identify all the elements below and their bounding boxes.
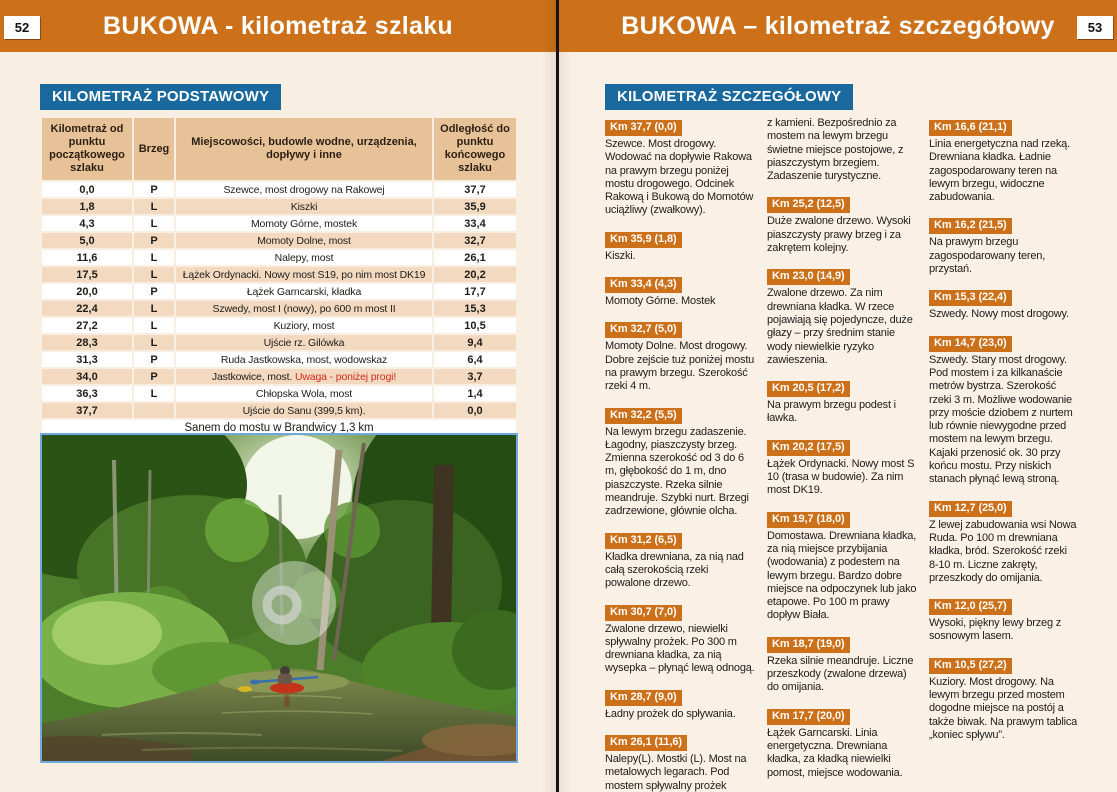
cell-dist: 3,7 xyxy=(434,369,516,384)
km-entry xyxy=(767,706,917,780)
cell-desc: Momoty Dolne, most xyxy=(176,233,432,248)
detail-column xyxy=(929,117,1079,792)
km-label: Km 32,2 (5,5) xyxy=(605,408,682,424)
table-row xyxy=(42,335,516,350)
km-label: Km 30,7 (7,0) xyxy=(605,605,682,621)
cell-km: 36,3 xyxy=(42,386,132,401)
page-right xyxy=(559,0,1117,792)
kilometrage-table xyxy=(40,116,518,437)
km-text: Momoty Dolne. Most drogowy. Dobre zejście tuż poniżej mostu na prawym brzegu. Szerokość rzeki 4 m. xyxy=(605,340,755,393)
km-entry xyxy=(929,498,1079,585)
cell-brzeg: L xyxy=(134,267,174,282)
km-label: Km 16,2 (21,5) xyxy=(929,218,1012,234)
cell-desc: Jastkowice, most. Uwaga - poniżej progi! xyxy=(176,369,432,384)
km-label: Km 14,7 (23,0) xyxy=(929,336,1012,352)
km-text: Szwedy. Nowy most drogowy. xyxy=(929,308,1069,321)
cell-dist: 9,4 xyxy=(434,335,516,350)
river-photo-art xyxy=(42,435,516,761)
km-label: Km 12,0 (25,7) xyxy=(929,599,1012,615)
km-text: Łążek Ordynacki. Nowy most S 10 (trasa w budowie). Za nim most DK19. xyxy=(767,457,915,497)
cell-desc: Nalepy, most xyxy=(176,250,432,265)
km-text: Na lewym brzegu zadaszenie. Łagodny, piaszczysty brzeg. Zmienna szerokość od 3 do 6 m, głębokość do 1 m, dno piaszczyste. Rzeka silnie meandruje. Szybki nurt. Brzegi zadrzewione, głównie olcha. xyxy=(605,425,749,518)
cell-brzeg: P xyxy=(134,182,174,197)
detail-column xyxy=(767,117,917,792)
table-row xyxy=(42,284,516,299)
km-text: Duże zwalone drzewo. Wysoki piaszczysty prawy brzeg i za zakrętem kolejny. xyxy=(767,215,911,255)
km-entry xyxy=(929,333,1079,487)
km-label: Km 37,7 (0,0) xyxy=(605,120,682,136)
km-text: z kamieni. Bezpośrednio za mostem na lewym brzegu świetne miejsce postojowe, z piaszczystym brzegiem. Zadaszenie turystyczne. xyxy=(767,117,904,183)
basic-table-body xyxy=(42,182,516,418)
km-label: Km 23,0 (14,9) xyxy=(767,269,850,285)
km-label: Km 20,2 (17,5) xyxy=(767,440,850,456)
table-row xyxy=(42,386,516,401)
cell-dist: 33,4 xyxy=(434,216,516,231)
km-entry xyxy=(767,437,917,498)
cell-km: 4,3 xyxy=(42,216,132,231)
cell-dist: 32,7 xyxy=(434,233,516,248)
cell-dist: 35,9 xyxy=(434,199,516,214)
cell-desc: Szwedy, most I (nowy), po 600 m most II xyxy=(176,301,432,316)
section-title: KILOMETRAŻ PODSTAWOWY xyxy=(40,84,281,110)
table-row xyxy=(42,233,516,248)
cell-brzeg: L xyxy=(134,250,174,265)
km-text: Domostawa. Drewniana kładka, za nią miejsce przybijania (wodowania) z podestem na lewym brzegu. Bardzo dobre miejsce na odpoczynek lub jako etapowe. Po 100 m prawy dopływ Biała. xyxy=(767,529,917,622)
km-text: Kuziory. Most drogowy. Na lewym brzegu przed mostem dogodne miejsce na postój a także biwak. Na prawym tablica „koniec spływu”. xyxy=(929,675,1078,741)
cell-brzeg: L xyxy=(134,318,174,333)
warning-text: Uwaga - poniżej progi! xyxy=(294,370,397,383)
km-text: Szwedy. Stary most drogowy. Pod mostem i za kilkanaście metrów bystrza. Szerokość rzeki 3 m. Możliwe wodowanie przy moście dziobem z nurtem lub równie niewygodne przed mostem na lewym brzegu. Kajaki przenosić ok. 30 przy końcu mostu. Przy niskich stanach płynąć lewą stroną. xyxy=(929,353,1073,486)
km-label: Km 25,2 (12,5) xyxy=(767,197,850,213)
table-row xyxy=(42,182,516,197)
cell-km: 28,3 xyxy=(42,335,132,350)
cell-desc: Szewce, most drogowy na Rakowej xyxy=(176,182,432,197)
cell-km: 1,8 xyxy=(42,199,132,214)
km-label: Km 19,7 (18,0) xyxy=(767,512,850,528)
cell-km: 27,2 xyxy=(42,318,132,333)
km-text: Wysoki, piękny lewy brzeg z sosnowym lasem. xyxy=(929,617,1062,643)
page-title: BUKOWA – kilometraż szczegółowy xyxy=(621,12,1055,40)
col-header-brzeg: Brzeg xyxy=(134,118,174,180)
km-entry xyxy=(767,378,917,426)
table-row xyxy=(42,369,516,384)
km-label: Km 35,9 (1,8) xyxy=(605,232,682,248)
cell-dist: 1,4 xyxy=(434,386,516,401)
cell-desc: Ruda Jastkowska, most, wodowskaz xyxy=(176,352,432,367)
km-text: Zwalone drzewo. Za nim drewniana kładka. W rzece pojawiają się pojedyncze, duże głazy – przy średnim stanie wody niewielkie ryzyko zawieszenia. xyxy=(767,287,913,366)
cell-km: 22,4 xyxy=(42,301,132,316)
km-text: Kładka drewniana, za nią nad całą szerokością rzeki powalone drzewo. xyxy=(605,550,744,590)
page-spine xyxy=(556,0,559,792)
km-entry xyxy=(605,687,755,721)
km-text: Rzeka silnie meandruje. Liczne przeszkody (zwalone drzewa) do omijania. xyxy=(767,654,914,694)
table-row xyxy=(42,250,516,265)
cell-km: 34,0 xyxy=(42,369,132,384)
cell-km: 20,0 xyxy=(42,284,132,299)
page-left xyxy=(0,0,556,792)
detail-columns xyxy=(605,117,1079,792)
cell-desc: Łążek Garncarski, kładka xyxy=(176,284,432,299)
km-entry xyxy=(605,117,755,218)
cell-dist: 20,2 xyxy=(434,267,516,282)
cell-brzeg: P xyxy=(134,369,174,384)
cell-desc: Ujście do Sanu (399,5 km). xyxy=(176,403,432,418)
cell-dist: 15,3 xyxy=(434,301,516,316)
km-text: Kiszki. xyxy=(605,249,636,262)
km-entry xyxy=(605,274,755,308)
section-title: KILOMETRAŻ SZCZEGÓŁOWY xyxy=(605,84,853,110)
page-title: BUKOWA - kilometraż szlaku xyxy=(103,12,453,40)
km-text: Na prawym brzegu podest i ławka. xyxy=(767,399,896,425)
cell-km: 11,6 xyxy=(42,250,132,265)
cell-dist: 26,1 xyxy=(434,250,516,265)
table-row xyxy=(42,403,516,418)
cell-dist: 0,0 xyxy=(434,403,516,418)
km-label: Km 20,5 (17,2) xyxy=(767,381,850,397)
cell-brzeg: L xyxy=(134,199,174,214)
table-row xyxy=(42,267,516,282)
km-label: Km 17,7 (20,0) xyxy=(767,709,850,725)
km-text: Zwalone drzewo, niewielki spływalny prożek. Po 300 m drewniana kładka, za nią wysepka – płynąć lewą odnogą. xyxy=(605,622,755,675)
km-entry xyxy=(605,405,755,519)
km-label: Km 15,3 (22,4) xyxy=(929,290,1012,306)
km-entry xyxy=(605,319,755,393)
km-text: Na prawym brzegu zagospodarowany teren, przystań. xyxy=(929,236,1046,276)
cell-brzeg: P xyxy=(134,352,174,367)
km-label: Km 16,6 (21,1) xyxy=(929,120,1012,136)
cell-brzeg: L xyxy=(134,216,174,231)
cell-desc: Ujście rz. Gilówka xyxy=(176,335,432,350)
watermark-icon xyxy=(252,561,336,645)
river-photo xyxy=(40,433,518,763)
cell-desc: Kuziory, most xyxy=(176,318,432,333)
km-label: Km 32,7 (5,0) xyxy=(605,322,682,338)
table-footer-note: Sanem do mostu w Brandwicy 1,3 km xyxy=(42,420,516,435)
cell-dist: 6,4 xyxy=(434,352,516,367)
table-header-row xyxy=(42,118,516,180)
cell-brzeg: L xyxy=(134,386,174,401)
cell-brzeg xyxy=(134,403,174,418)
table-row xyxy=(42,318,516,333)
km-label: Km 12,7 (25,0) xyxy=(929,501,1012,517)
cell-dist: 37,7 xyxy=(434,182,516,197)
cell-km: 37,7 xyxy=(42,403,132,418)
km-entry xyxy=(605,530,755,591)
km-label: Km 10,5 (27,2) xyxy=(929,658,1012,674)
km-entry xyxy=(929,215,1079,276)
page-number: 53 xyxy=(1077,16,1113,39)
col-header-dist: Odległość do punktu końcowego szlaku xyxy=(434,118,516,180)
table-row xyxy=(42,352,516,367)
cell-dist: 10,5 xyxy=(434,318,516,333)
cell-desc: Chłopska Wola, most xyxy=(176,386,432,401)
col-header-desc: Miejscowości, budowle wodne, urządzenia, dopływy i inne xyxy=(176,118,432,180)
km-entry xyxy=(767,266,917,367)
km-text: Ładny prożek do spływania. xyxy=(605,707,736,720)
km-entry xyxy=(767,194,917,255)
cell-brzeg: L xyxy=(134,335,174,350)
cell-km: 0,0 xyxy=(42,182,132,197)
detail-column xyxy=(605,117,755,792)
km-entry xyxy=(929,655,1079,742)
page-header-right xyxy=(559,0,1117,52)
table-row xyxy=(42,301,516,316)
km-entry xyxy=(929,596,1079,644)
cell-desc: Łążek Ordynacki. Nowy most S19, po nim most DK19 xyxy=(176,267,432,282)
km-label: Km 26,1 (11,6) xyxy=(605,735,687,751)
cell-km: 31,3 xyxy=(42,352,132,367)
km-text: Łążek Garncarski. Linia energetyczna. Drewniana kładka, za kładką niewielki pomost, miejsce wodowania. xyxy=(767,726,903,779)
page-number: 52 xyxy=(4,16,40,39)
km-label: Km 33,4 (4,3) xyxy=(605,277,682,293)
cell-dist: 17,7 xyxy=(434,284,516,299)
km-text: Szewce. Most drogowy. Wodować na dopływie Rakowa na prawym brzegu poniżej mostu drogowego. Odcinek Rakową i Bukową do Momotów uciążliwy (zwałkowy). xyxy=(605,138,754,217)
col-header-km: Kilometraż od punktu początkowego szlaku xyxy=(42,118,132,180)
table-row xyxy=(42,199,516,214)
km-text: Momoty Górne. Mostek xyxy=(605,295,716,308)
km-label: Km 28,7 (9,0) xyxy=(605,690,682,706)
km-label: Km 31,2 (6,5) xyxy=(605,533,682,549)
km-entry xyxy=(767,117,917,183)
km-text: Nalepy(L). Mostki (L). Most na metalowych legarach. Pod mostem spływalny prożek xyxy=(605,753,747,792)
cell-brzeg: P xyxy=(134,284,174,299)
km-text: Z lewej zabudowania wsi Nowa Ruda. Po 100 m drewniana kładka, bród. Szerokość rzeki 8-10 m. Liczne zakręty, przeszkody do omijania. xyxy=(929,518,1077,584)
cell-brzeg: P xyxy=(134,233,174,248)
cell-km: 17,5 xyxy=(42,267,132,282)
cell-brzeg: L xyxy=(134,301,174,316)
cell-km: 5,0 xyxy=(42,233,132,248)
km-entry xyxy=(767,509,917,623)
km-entry xyxy=(605,732,755,792)
page-header-left xyxy=(0,0,556,52)
km-entry xyxy=(767,634,917,695)
km-entry xyxy=(605,602,755,676)
km-entry xyxy=(605,229,755,263)
km-label: Km 18,7 (19,0) xyxy=(767,637,850,653)
km-entry xyxy=(929,117,1079,204)
km-text: Linia energetyczna nad rzeką. Drewniana kładka. Ładnie zagospodarowany teren na lewym brzegu, widoczne zabudowania. xyxy=(929,138,1070,204)
table-row xyxy=(42,216,516,231)
cell-desc: Momoty Górne, mostek xyxy=(176,216,432,231)
km-entry xyxy=(929,287,1079,321)
cell-desc: Kiszki xyxy=(176,199,432,214)
